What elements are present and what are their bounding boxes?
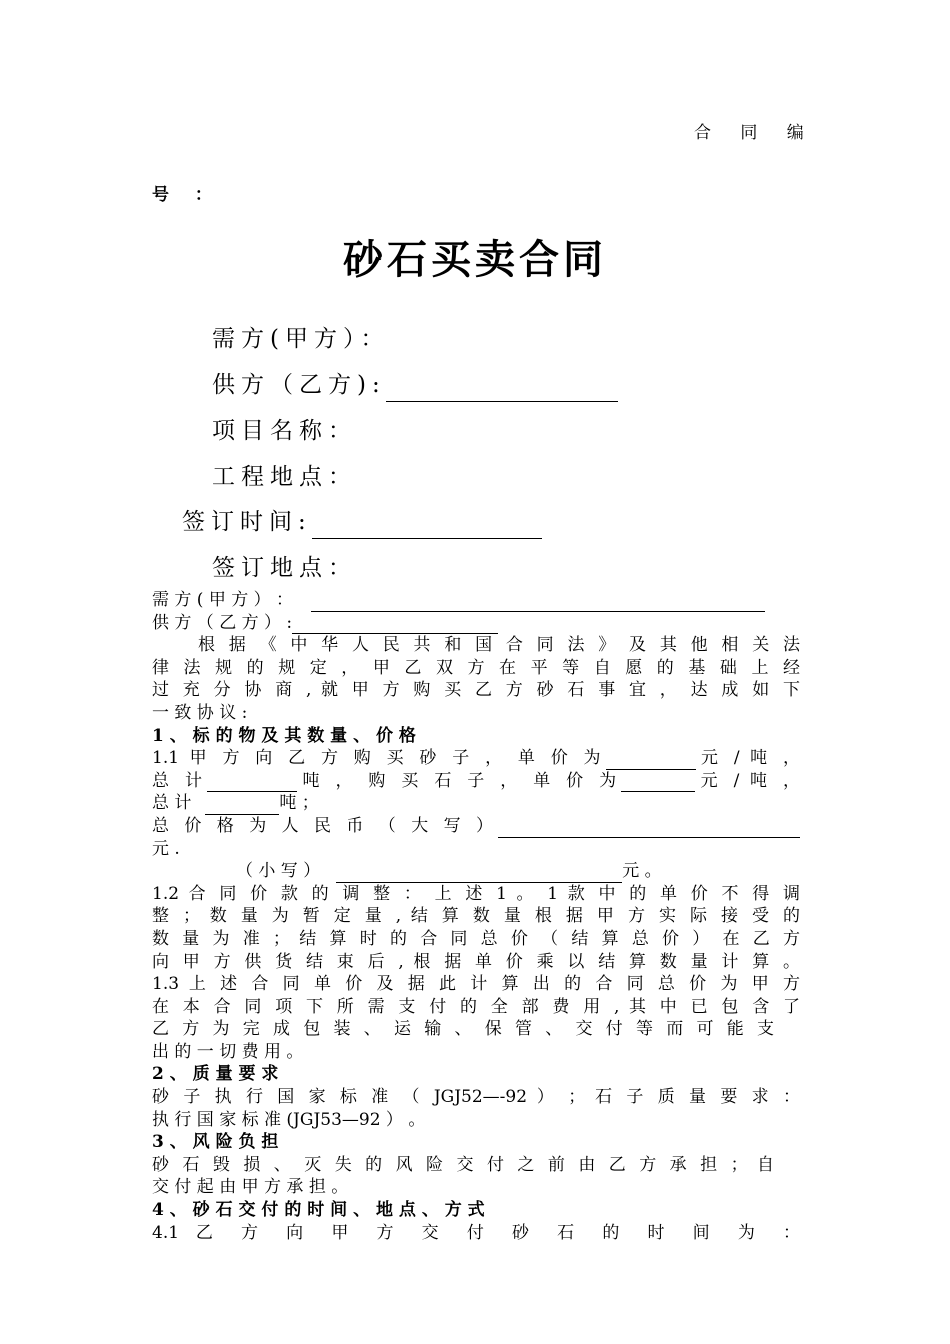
clause-4-1-line: 4.1 乙 方 向 甲 方 交 付 砂 石 的 时 间 为 ： [152, 1222, 800, 1243]
section-2-line: 执 行 国 家 标 准 (JGJ53—92 ） 。 [152, 1109, 426, 1130]
clause-1-3-line: 在 本 合 同 项 下 所 需 支 付 的 全 部 费 用 , 其 中 已 包 含 了 [152, 996, 800, 1017]
body-buyer-line: 需 方 ( 甲 方 ） ： [152, 589, 800, 612]
cover-field-buyer [212, 322, 389, 356]
section-3-line: 砂 石 毁 损 、 灭 失 的 风 险 交 付 之 前 由 乙 方 承 担 ； 自 [152, 1154, 774, 1175]
clause-1-1-line-f: （ 小 写 ） 元 。 [236, 861, 662, 882]
clause-1-2-line: 整 ； 数 量 为 暂 定 量 , 结 算 数 量 根 据 甲 方 实 际 接 受 的 [152, 906, 800, 927]
contract-number-label-part2: 号 ： [152, 185, 222, 205]
contract-number-label-part1: 合 同 编 [694, 123, 816, 143]
cover-field-project-name-label: 项目名称： [212, 418, 357, 444]
document-title: 砂石买卖合同 [343, 236, 607, 283]
intro-line: 一 致 协 议 : [152, 702, 248, 723]
cover-field-site-label: 工程地点： [212, 464, 357, 490]
section-2-heading: 2 、 质 量 要 求 [152, 1064, 279, 1085]
clause-1-1-line-b: 总 计 吨 ， 购 买 石 子 ， 单 价 为 元 / 吨 ， [152, 770, 800, 791]
clause-1-1-line-a: 1.1 甲 方 向 乙 方 购 买 砂 子 ， 单 价 为 元 / 吨 ， [152, 748, 800, 769]
sand-total-blank [207, 773, 297, 792]
clause-1-2-line: 1.2 合 同 价 款 的 调 整 ： 上 述 1 。 1 款 中 的 单 价 不 得 调 [152, 883, 800, 904]
sand-price-blank [606, 751, 696, 770]
supplier-underline [386, 375, 618, 402]
stone-total-blank [205, 796, 279, 815]
section-3-heading: 3 、 风 险 负 担 [152, 1132, 279, 1153]
clause-1-1-line-e: 元 . [152, 838, 180, 859]
section-1-heading: 1 、 标 的 物 及 其 数 量 、 价 格 [152, 725, 416, 746]
buyer-blank [311, 593, 765, 612]
contract-body [152, 589, 800, 1244]
total-lowercase-blank [336, 864, 622, 883]
cover-field-sign-time-label: 签订时间: [182, 509, 312, 535]
clause-1-1-line-d: 总 价 格 为 人 民 币 （ 大 写 ） [152, 815, 800, 838]
clause-1-3-line: 出 的 一 切 费 用 。 [152, 1041, 304, 1062]
clause-1-2-line: 向 甲 方 供 货 结 束 后 , 根 据 单 价 乘 以 结 算 数 量 计 算 。 [152, 951, 800, 972]
total-uppercase-blank [498, 819, 800, 838]
intro-line: 过 充 分 协 商 , 就 甲 方 购 买 乙 方 砂 石 事 宜 ， 达 成 如 下 [152, 680, 800, 701]
cover-field-sign-place [212, 551, 357, 585]
intro-line: 律 法 规 的 规 定 ， 甲 乙 双 方 在 平 等 自 愿 的 基 础 上 经 [152, 657, 800, 678]
cover-field-sign-place-label: 签订地点： [212, 555, 357, 581]
stone-price-blank [621, 773, 695, 792]
body-supplier-line: 供 方 （ 乙 方 ） : [152, 612, 800, 635]
cover-field-buyer-label: 需方(甲方）： [212, 326, 390, 352]
clause-1-1-line-c: 总 计 吨 ； [152, 793, 319, 814]
intro-line: 根 据 《 中 华 人 民 共 和 国 合 同 法 》 及 其 他 相 关 法 [198, 635, 800, 656]
cover-field-supplier-label: 供方（乙方): [212, 372, 386, 398]
cover-field-sign-time [182, 505, 542, 539]
sign-time-underline [312, 512, 542, 539]
section-3-line: 交 付 起 由 甲 方 承 担 。 [152, 1177, 349, 1198]
cover-field-supplier [212, 368, 618, 402]
clause-1-2-line: 数 量 为 准 ； 结 算 时 的 合 同 总 价 （ 结 算 总 价 ） 在 乙 方 [152, 928, 800, 949]
clause-1-3-line: 1.3 上 述 合 同 单 价 及 据 此 计 算 出 的 合 同 总 价 为 甲 方 [152, 974, 800, 995]
supplier-blank [292, 615, 498, 634]
clause-1-3-line: 乙 方 为 完 成 包 装 、 运 输 、 保 管 、 交 付 等 而 可 能 支 [152, 1019, 774, 1040]
section-2-line: 砂 子 执 行 国 家 标 准 （ JGJ52—-92 ） ； 石 子 质 量 要 求 ： [152, 1087, 800, 1108]
cover-field-site [212, 460, 357, 494]
section-4-heading: 4 、 砂 石 交 付 的 时 间 、 地 点 、 方 式 [152, 1200, 485, 1221]
cover-field-project-name [212, 414, 357, 448]
